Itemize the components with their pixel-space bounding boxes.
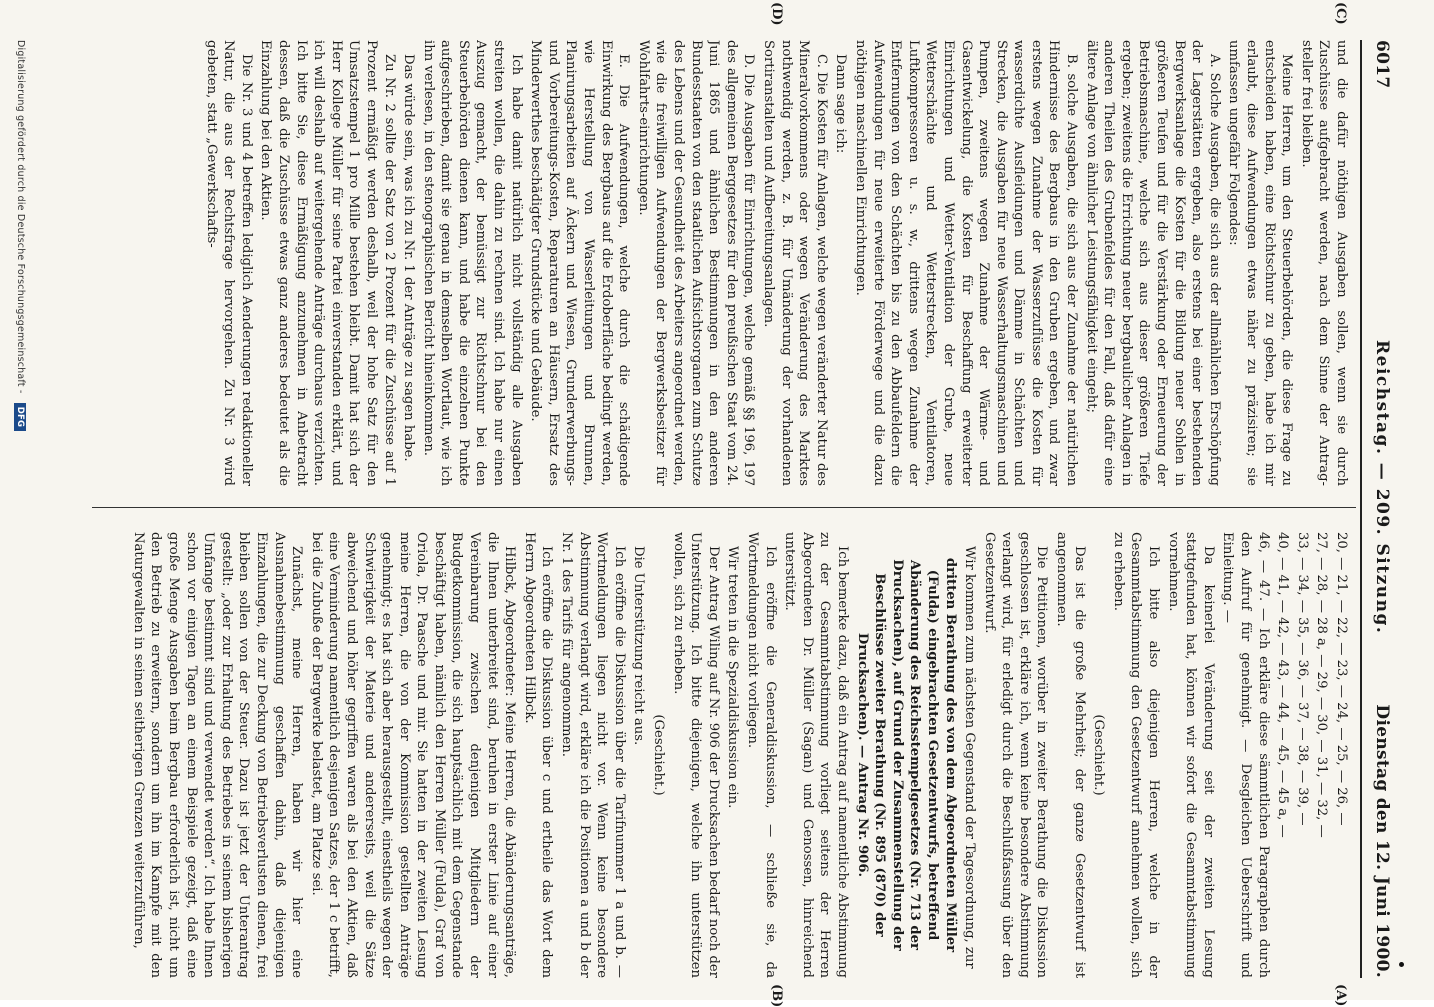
page-number: 6017 (1372, 40, 1392, 89)
session-date: Dienstag den 12. Juni 1900. (1372, 704, 1392, 978)
ink-dot (1399, 962, 1404, 967)
paragraph: 46, — 47. — Ich erkläre diese sämmtlichen Paragraphen durch den Aufruf für genehmigt. — Desgleichen Ueberschrift und Einleitung. — (1220, 532, 1271, 978)
paragraph: B. solche Ausgaben, die sich aus der Zunahme der natürlichen Hindernisse des Bergbaus in den Gruben ergeben, und zwar erstens wegen Zunahme der Wasserzuflüsse die Kosten für wasserdichte Ausfleidungen und Dämme in Schächten und Strecken, die Ausgaben für neue Wasserhaltungsmaschinen und Pumpen, zweitens wegen Zunahme der Wärme- und Gasentwickelung, die Kosten für Beschaffung erweiterter Einrichtungen und Wetter-Ventilation der Grube, neue Wetterschächte und Wetterstrecken, Ventilatoren, Luftkompressoren u. s. w., drittens wegen Zunahme der Entfernungen von den Schächten bis zu den Abbaufeldern die Aufwendungen für neue erweiterte Förderwege und die dazu nöthigen maschinellen Einrichtungen. (852, 40, 1080, 486)
paragraph: Ich bitte also diejenigen Herren, welche in der Gesammtabstimmung den Gesetzentwurf annehmen wollen, sich zu erheben. (1110, 532, 1162, 978)
paragraph-number-row: 20, — 21, — 22, — 23, — 24, — 25, — 26, — (1334, 532, 1349, 826)
header-rule (1360, 40, 1362, 978)
footer-text: Digitalisierung gefördert durch die Deutsche Forschungsgemeinschaft - (15, 40, 26, 394)
paragraph: Meine Herren, um den Steuerbehörden, die diese Frage zu entscheiden haben, eine Richtschnur zu geben, habe ich mir erlaubt, diese Aufwendungen etwas näher zu präzisiren; sie umfassen ungefähr Folgendes: (1226, 40, 1295, 486)
paragraph: Ich eröffne die Diskussion über c und ertheile das Wort dem Herrn Abgeordneten Hilbck. (521, 532, 555, 978)
digitization-footer (14, 40, 26, 960)
paragraph: Das würde sein, was ich zu Nr. 1 der Anträge zu sagen habe. (401, 54, 417, 462)
paragraph: Das ist die große Mehrheit; der ganze Gesetzentwurf ist angenommen. (1054, 532, 1087, 978)
stage-direction: (Geschieht.) (651, 714, 667, 796)
paragraph: Wir kommen zum nächsten Gegenstand der Tagesordnung, zur (962, 546, 978, 969)
paragraph: Ich eröffne die Diskussion über die Tarifnummer 1 a und b. — Wortmeldungen liegen nicht vor. Wenn keine besondere Abstimmung verlangt wird, erkläre ich die Positionen a und b der Nr. 1 des Tarifs für angenommen. (559, 532, 627, 978)
paragraph: E. Die Aufwendungen, welche durch die schädigende Einwirkung des Bergbaus auf die Erdoberfläche bedingt werden, wie Herstellung von Wasserleitungen und Brunnen, Planirungsarbeiten auf Äckern und Wiesen, Grunderwerbungs- und Vorbereitungs-Kosten, Reparaturen an Häusern, Ersatz des Minderwerthes beschädigter Grundstücke und Gebäude. (528, 40, 632, 486)
paragraph: Da keinerlei Veränderung seit der zweiten Lesung stattgefunden hat, können wir sofort die Gesammtabstimmung vornehmen. (1165, 532, 1216, 978)
paragraph: Zunächst, meine Herren, haben wir hier eine Ausnahmebestimmung geschaffen dahin, daß diejenigen Einzahlungen, die zur Deckung von Betriebsverlusten dienen, frei bleiben sollen von der Steuer. Dazu ist jetzt der Unterantrag gestellt: „oder zur Erhaltung des Betriebes in seinem bisherigen Umfange bestimmt sind und verwendet werden“. Ich habe Ihnen schon vor einigen Tagen an einem Beispiele gezeigt, daß eine große Menge Ausgaben beim Bergbau erforderlich ist, nicht um den Betrieb zu erweitern, sondern um ihn im Kampfe mit den Naturgewalten in seinen seitherigen Grenzen weiterzuführen, (130, 532, 305, 978)
paragraph: Die Petitionen, worüber in zweiter Berathung die Diskussion geschlossen ist, erkläre ich, wenn keine besondere Abstimmung verlangt wird, für erledigt durch die Beschlußfassung über den Gesetzentwurf. (981, 532, 1050, 978)
agenda-item-heading: dritten Berathung des von dem Abgeordneten Müller (Fulda) eingebrachten Gesetzentwurfs, betreffend Abänderung des Reichsstempelgesetzes (Nr. 713 der Drucksachen), auf Grund der Zusammenstellung der Beschlüsse zweiter Berathung (Nr. 895 (870) der Drucksachen). — Antrag Nr. 906. (854, 557, 958, 953)
paragraph-number-row: 40, — 41, — 42, — 43, — 44, — 45, — 45 a, — (1275, 532, 1291, 838)
paragraph-number-row: 27, — 28, — 28 a, — 29, — 30, — 31, — 32, — (1314, 532, 1330, 838)
margin-letter-d: (D) (769, 2, 784, 26)
margin-letter-a: (A) (1333, 984, 1348, 1007)
paragraph: C. Die Kosten für Anlagen, welche wegen veränderter Natur des Mineralvorkommens oder wegen Veränderung des Marktes nothwendig werden, z. B. für Umänderung der vorhandenen Sortiranstalten und Aufbereitungsanlagen. (761, 40, 829, 486)
paragraph: Zu Nr. 2 sollte der Satz von 2 Prozent für die Zuschüsse auf 1 Prozent ermäßigt werden deshalb, weil der hohe Satz für den Umsatzstempel 1 pro Mille bestehen bleibt. Damit hat sich der Herr Kollege Müller für seine Partei einverstanden erklärt, und ich will deshalb auf weitergehende Anträge durchaus verzichten. Ich bitte Sie, diese Ermäßigung anzunehmen in Anbetracht dessen, daß die Zuschüsse etwas ganz anderes bedeutet als die Einzahlung bei den Aktien. (258, 40, 397, 486)
speech-paragraph: Hilbck, Abgeordneter: Meine Herren, die Abänderungsanträge, die Ihnen unterbreitet sind, beruhen in erster Linie auf einer Vereinbarung zwischen denjenigen Mitgliedern der Budgetkommission, die sich hauptsächlich mit dem Gegenstande beschäftigt haben, nämlich den Herren Müller (Fulda), Graf von Oriola, Dr. Paasche und mir. Sie hatten in der zweiten Lesung meine Herren, die von der Kommission gestellten Anträge genehmigt; es hat sich aber herausgestellt, einestheils wegen der Schwierigkeit der Materie und andererseits, weil die Sätze abweichend und höher gegriffen waren als bei den Aktien, daß eine Verminderung namentlich desjenigen Satzes, der 1 c betrifft, bei die Zubuße der Bergwerke belastet, am Platze sei. (308, 532, 518, 978)
dfg-logo: DFG (14, 403, 26, 431)
paragraph: und die dafür nöthigen Ausgaben sollen, wenn sie durch Zuschüsse aufgebracht werden, nach dem Sinne der Antrag-steller frei bleiben. (1298, 40, 1349, 486)
page-header (1364, 40, 1392, 978)
paragraph: Die Unterstützung reicht aus. (631, 546, 647, 746)
text-column-left (92, 40, 1350, 486)
paragraph: Ich habe damit natürlich nicht vollständig alle Ausgaben streiten wollen, die dahin zu rechnen sind. Ich habe nur einen Auszug gemacht, der bemüssigt zur Richtschnur bei den Steuerbehörden dienen kann, und habe die einzelnen Punkte aufgeschrieben, damit sie genau in demselben Wortlaut, wie ich ihn verlesen, in den stenographischen Bericht hineinkommen. (420, 40, 524, 486)
column-divider (92, 507, 1356, 508)
paragraph-number-row: 33, — 34, — 35, — 36, — 37, — 38, — 39, — (1294, 532, 1310, 826)
paragraph: Dann sage ich: (833, 54, 849, 154)
paragraph: Die Nr. 3 und 4 betreffen lediglich Aenderungen redaktioneller Natur, die aus der Rechtsfrage hervorgehen. Zu Nr. 3 wird gebeten, statt „Gewerkschafts- (203, 40, 254, 486)
paragraph: A. Solche Ausgaben, die sich aus der allmählichen Erschöpfung der Lagerstätten ergeben, also erstens bei einer bestehenden Bergwerksanlage die Kosten für die Bildung neuer Sohlen in größeren Teufen und für die Verstärkung oder Erneuerung der Betriebsmaschine, welche sich aus dieser größeren Tiefe ergeben; zweitens die Errichtung neuer bergbaulicher Anlagen in anderen Theilen des Grubenfeldes für den Fall, daß dafür eine ältere Anlage von ähnlicher Leistungsfähigkeit eingeht; (1083, 40, 1222, 486)
paragraph: Der Antrag Wiling auf Nr. 906 der Drucksachen bedarf noch der Unterstützung. Ich bitte diejenigen, welche ihn unterstützen wollen, sich zu erheben. (670, 532, 721, 978)
paragraph: Ich eröffne die Generaldiskussion, — schließe sie, da Wortmeldungen nicht vorliegen. (745, 532, 778, 978)
stage-direction: (Geschieht.) (1091, 714, 1107, 796)
text-column-right (92, 532, 1350, 978)
session-title: Reichstag. — 209. Sitzung. (1372, 340, 1392, 635)
paragraph: D. Die Ausgaben für Einrichtungen, welche gemäß §§ 196, 197 des allgemeinen Berggesetzes für den preußischen Staat vom 24. Juni 1865 und ähnlichen Bestimmungen in den anderen Bundesstaaten von den staatlichen Aufsichtsorganen zum Schutze des Lebens und der Gesundheit des Arbeiters angeordnet werden, wie die freiwilligen Aufwendungen der Bergwerksbesitzer für Wohlfahrts-einrichtungen. (635, 40, 757, 486)
margin-letter-c: (C) (1333, 2, 1348, 25)
paragraph: Wir treten in die Spezialdiskussion ein. (725, 546, 741, 809)
paragraph: Ich bemerke dazu, daß ein Antrag auf namentliche Abstimmung zu der Gesammtabstimmung vorliegt seitens der Herren Abgeordneten Dr. Müller (Sagan) und Genossen, hinreichend unterstützt. (782, 532, 850, 978)
margin-letter-b: (B) (769, 984, 784, 1007)
